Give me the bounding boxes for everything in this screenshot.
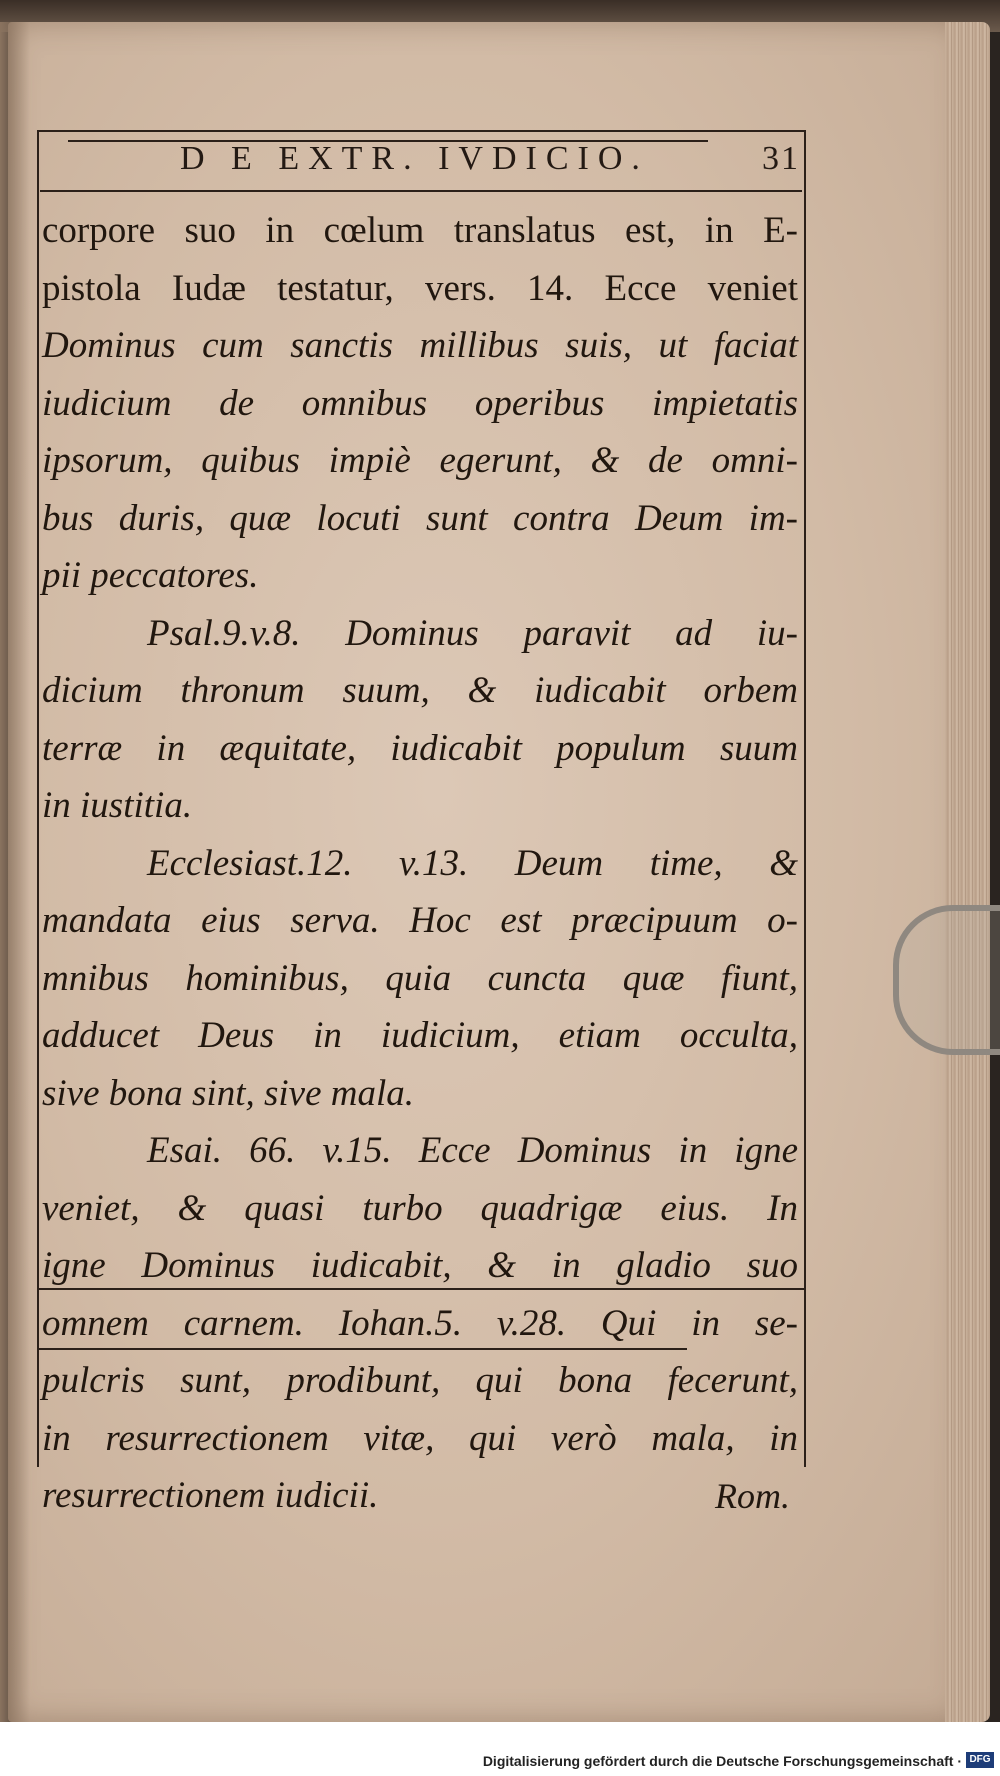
text-line: Ecclesiast.12. v.13. Deum time, & [147,842,798,884]
text-line: terræ in æquitate, iudicabit populum suum [42,727,798,769]
text-line: iudicium de omnibus operibus impietatis [42,382,798,424]
catchword: Rom. [715,1476,790,1516]
text-line: in resurrectionem vitæ, qui verò mala, in [42,1417,798,1459]
body-text [42,202,798,1525]
dfg-logo: DFG [966,1752,994,1768]
text-line: corpore suo in cœlum translatus est, in E- [42,210,798,251]
text-line: Psal.9.v.8. Dominus paravit ad iu- [147,612,798,654]
page-number: 31 [762,140,800,177]
running-head-title: D E EXTR. IVDICIO. [180,140,649,177]
book-spine-shadow [0,22,30,1722]
text-line: ipsorum, quibus impiè egerunt, & de omni- [42,440,798,481]
text-line: sive bona sint, sive mala. [42,1072,415,1114]
text-line: bus duris, quæ locuti sunt contra Deum im- [42,497,798,539]
text-line: mnibus hominibus, quia cuncta quæ fiunt, [42,957,798,999]
text-line: Esai. 66. v.15. Ecce Dominus in igne [147,1130,798,1171]
text-line: igne Dominus iudicabit, & in gladio suo [42,1245,798,1286]
text-line: mandata eius serva. Hoc est præcipuum o- [42,900,798,941]
text-line: pii peccatores. [42,555,259,596]
footer-credit: Digitalisierung gefördert durch die Deutsche Forschungsgemeinschaft · [482,1753,962,1769]
text-line: dicium thronum suum, & iudicabit orbem [42,670,798,711]
text-line: in iustitia. [42,785,193,826]
header-bottom-rule [40,190,802,192]
text-line: Dominus cum sanctis millibus suis, ut faciat [42,325,798,366]
book-clasp [893,905,1000,1055]
text-line: pistola Iudæ testatur, vers. 14. Ecce veniet [42,267,798,309]
text-line: resurrectionem iudicii. [42,1475,379,1516]
text-line: omnem carnem. Iohan.5. v.28. Qui in se- [42,1302,798,1344]
text-line: pulcris sunt, prodibunt, qui bona fecerunt, [42,1360,798,1401]
page-edges [945,22,990,1722]
text-line: adducet Deus in iudicium, etiam occulta, [42,1015,798,1056]
text-line: veniet, & quasi turbo quadrigæ eius. In [42,1187,798,1229]
running-head [180,140,800,184]
